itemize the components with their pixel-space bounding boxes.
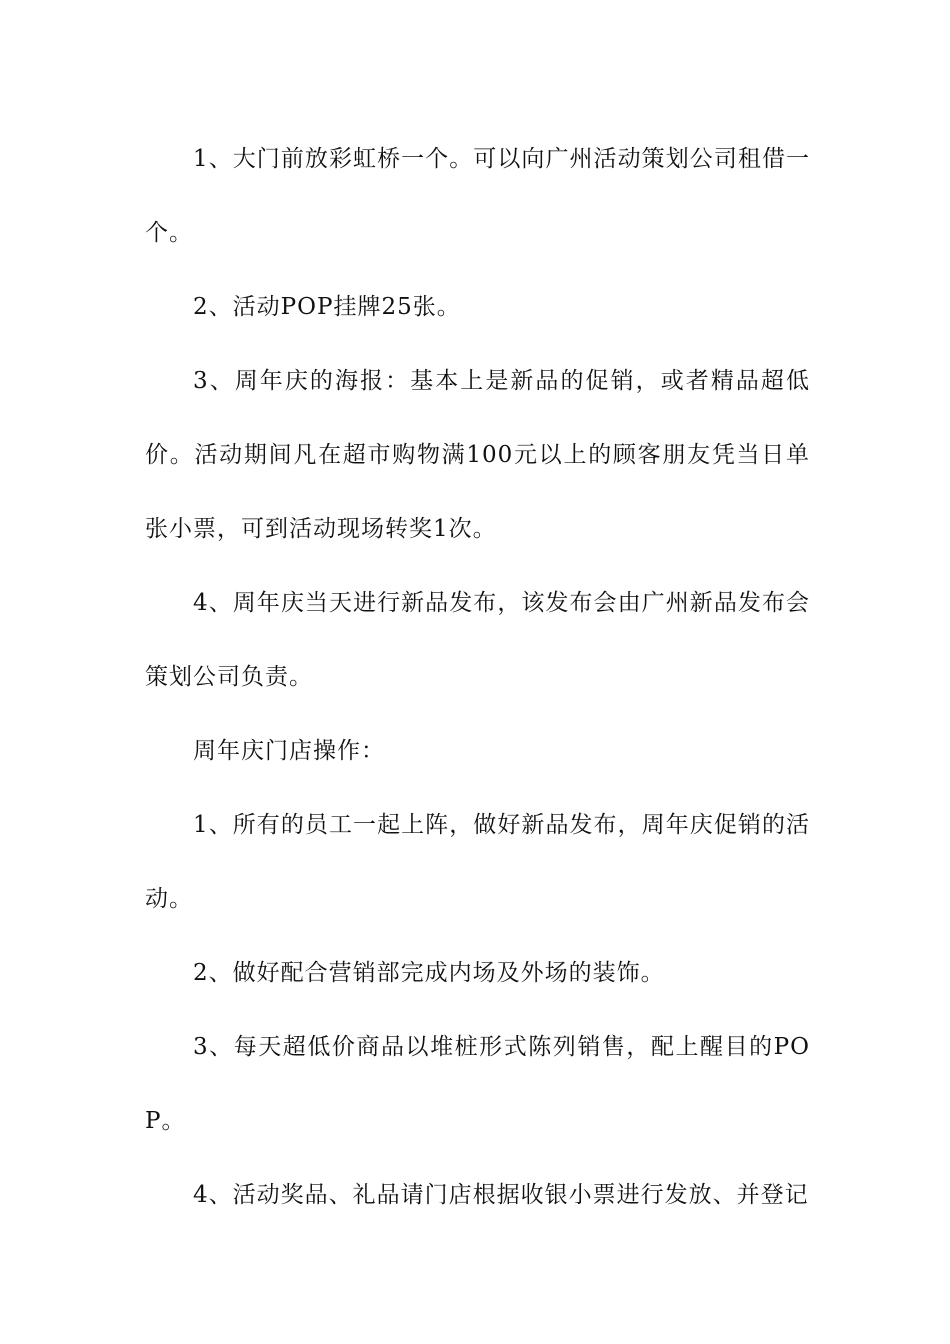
paragraph-anniversary-poster: 3、周年庆的海报：基本上是新品的促销，或者精品超低价。活动期间凡在超市购物满100元以上的顾客朋友凭当日单张小票，可到活动现场转奖1次。 bbox=[145, 368, 810, 542]
document-body bbox=[145, 122, 810, 1232]
paragraph-discount-display: 3、每天超低价商品以堆桩形式陈列销售，配上醒目的POP。 bbox=[145, 1034, 810, 1134]
paragraph-prize-distribution: 4、活动奖品、礼品请门店根据收银小票进行发放、并登记 bbox=[193, 1182, 809, 1208]
paragraph-rainbow-bridge: 1、大门前放彩虹桥一个。可以向广州活动策划公司租借一个。 bbox=[145, 146, 810, 246]
paragraph-pop-signs: 2、活动POP挂牌25张。 bbox=[193, 294, 461, 320]
paragraph-decoration: 2、做好配合营销部完成内场及外场的装饰。 bbox=[193, 960, 665, 986]
section-heading-store-operations: 周年庆门店操作： bbox=[193, 738, 385, 764]
paragraph-product-launch: 4、周年庆当天进行新品发布，该发布会由广州新品发布会策划公司负责。 bbox=[145, 590, 810, 690]
paragraph-staff-participation: 1、所有的员工一起上阵，做好新品发布，周年庆促销的活动。 bbox=[145, 812, 810, 912]
